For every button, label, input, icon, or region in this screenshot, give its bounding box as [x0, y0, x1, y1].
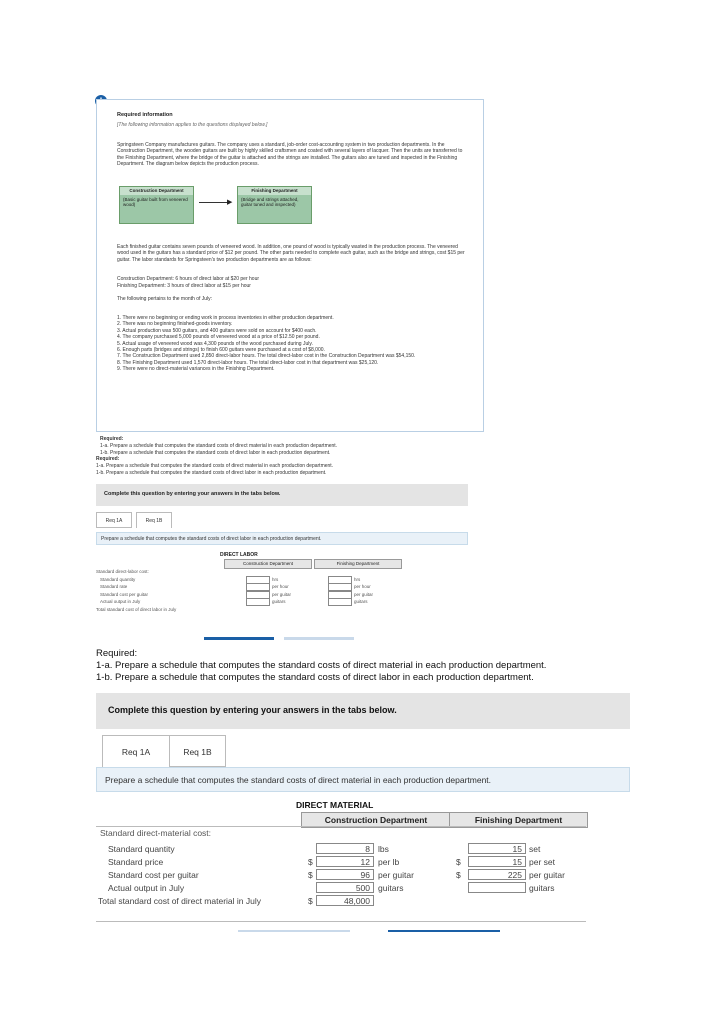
list-item: 9. There were no direct-material variances in the Finishing Department. [117, 366, 275, 373]
finishing-department-desc: (Bridge and strings attached, guitar tuned and inspected) [241, 196, 299, 207]
info-title: Required information [117, 112, 173, 118]
row-label-standard-price: Standard price [108, 857, 164, 867]
table-row [96, 606, 406, 614]
ghost-next-button[interactable] [284, 637, 354, 640]
unit-label: guitars [378, 883, 404, 893]
direct-material-table [96, 798, 586, 922]
ghost-col-finishing: Finishing Department [314, 559, 402, 569]
table-row [96, 568, 406, 576]
requirement-1a: 1-a. Prepare a schedule that computes the standard costs of direct material in each production department. [100, 443, 338, 449]
construction-actual-output-input[interactable]: 500 [316, 882, 374, 893]
list-item: 4. The company purchased 5,000 pounds of veneered wood at a price of $12.50 per pound. [117, 334, 320, 341]
construction-total-cost-input[interactable]: 48,000 [316, 895, 374, 906]
table-row [96, 576, 406, 584]
july-intro: The following pertains to the month of July: [117, 296, 213, 302]
construction-standard-price-input[interactable]: 12 [316, 856, 374, 867]
row-label: Standard direct-labor cost: [96, 569, 149, 574]
construction-department-desc: (Basic guitar built from veneered wood) [123, 196, 188, 207]
unit-label: per guitar [378, 870, 414, 880]
row-label-standard-quantity: Standard quantity [108, 844, 175, 854]
currency-cell: $ [456, 870, 461, 880]
requirement-1b-main: 1-b. Prepare a schedule that computes the standard costs of direct labor in each production department. [96, 672, 534, 683]
row-label: Standard rate [100, 584, 128, 589]
col-header-construction: Construction Department [301, 812, 451, 828]
complete-text: Complete this question by entering your answers in the tabs below. [108, 705, 397, 715]
requirement-1b: 1-b. Prepare a schedule that computes the standard costs of direct labor in each production department. [100, 450, 331, 456]
info-intro: Springsteen Company manufactures guitars. The company uses a standard, job-order cost-accounting system in two production departments. In the Construction Department, the wooden guitars are built by highly skilled craftsmen and coated with several layers of lacquer. Then the units are transferred to the Finishing Department, where the bridge of the guitar is attached and the strings are installed. The guitars also are tuned and inspected in the Finishing Department. The diagram below depicts the production process. [117, 142, 463, 168]
finishing-actual-output-input[interactable] [468, 882, 526, 893]
required-heading: Required: [100, 436, 124, 442]
unit-label: per hour [354, 584, 371, 589]
list-item: 3. Actual production was 500 guitars, and 400 guitars were sold on account for $400 each. [117, 327, 317, 334]
currency-cell: $ [308, 896, 313, 906]
next-button[interactable] [388, 930, 500, 932]
list-item: 1. There were no beginning or ending work in process inventories in either production department. [117, 315, 334, 321]
list-item: 2. There was no beginning finished-goods inventory. [117, 321, 233, 328]
construction-cost-per-guitar-input[interactable]: 96 [316, 869, 374, 880]
currency-cell: $ [308, 870, 313, 880]
requirement-1a-main: 1-a. Prepare a schedule that computes the standard costs of direct material in each production department. [96, 660, 547, 671]
finishing-standard-quantity-input[interactable]: 15 [468, 843, 526, 854]
table-row [96, 583, 406, 591]
table-row [96, 598, 406, 606]
july-facts-list [117, 315, 467, 373]
ghost-complete-text: Complete this question by entering your answers in the tabs below. [104, 491, 281, 497]
ghost-table-title: DIRECT LABOR [220, 552, 258, 558]
unit-label: per guitar [529, 870, 565, 880]
table-title: DIRECT MATERIAL [296, 800, 374, 810]
complete-banner [96, 693, 630, 729]
unit-label: guitars [529, 883, 555, 893]
labor-standard-finishing: Finishing Department: 3 hours of direct labor at $15 per hour [117, 283, 251, 289]
currency-cell: $ [308, 857, 313, 867]
unit-label: guitars [272, 599, 286, 604]
ghost-direct-labor-table [96, 551, 406, 613]
finishing-cost-per-guitar-input[interactable]: 225 [468, 869, 526, 880]
col-header-finishing: Finishing Department [449, 812, 588, 828]
ghost-requirement-1a: 1-a. Prepare a schedule that computes the standard costs of direct material in each production department. [96, 463, 334, 469]
ghost-complete-banner [96, 484, 468, 506]
required-information-panel [96, 99, 484, 432]
tab-req-1a[interactable]: Req 1A [102, 735, 170, 767]
unit-label: hrs [354, 576, 361, 582]
row-label-standard-cost-per-guitar: Standard cost per guitar [108, 870, 199, 880]
unit-label: per guitar [272, 591, 292, 597]
unit-label: per set [529, 857, 555, 867]
unit-label: set [529, 844, 541, 854]
required-heading-main: Required: [96, 648, 138, 659]
list-item: 8. The Finishing Department used 1,570 direct-labor hours. The total direct-labor cost in that department was $25,120. [117, 359, 379, 366]
finishing-department-title: Finishing Department [238, 187, 311, 195]
finishing-standard-price-input[interactable]: 15 [468, 856, 526, 867]
finishing-department-box [237, 186, 312, 224]
row-label-actual-output: Actual output in July [108, 883, 185, 893]
divider [96, 826, 586, 827]
unit-label: per guitar [354, 591, 374, 597]
construction-department-box [119, 186, 194, 224]
ghost-tab-req-1b[interactable]: Req 1B [136, 512, 172, 528]
instruction-bar [96, 767, 630, 792]
unit-label: per lb [378, 857, 400, 867]
info-subtitle: [The following information applies to the questions displayed below.] [117, 122, 268, 128]
unit-label: hrs [272, 576, 279, 582]
row-label: Standard quantity [100, 576, 136, 582]
instruction-text: Prepare a schedule that computes the standard costs of direct material in each production department. [105, 775, 492, 785]
unit-label: per hour [272, 584, 289, 589]
ghost-tab-req-1a[interactable]: Req 1A [96, 512, 132, 528]
ghost-instruction-text: Prepare a schedule that computes the standard costs of direct labor in each production department. [101, 536, 322, 542]
list-item: 5. Actual usage of veneered wood was 4,300 pounds of the wood purchased during July. [117, 340, 313, 347]
unit-label: lbs [378, 844, 389, 854]
section-label: Standard direct-material cost: [100, 828, 212, 838]
row-label: Standard cost per guitar [100, 591, 149, 597]
row-label: Actual output in July [100, 599, 141, 604]
construction-department-title: Construction Department [120, 187, 193, 195]
labor-standard-construction: Construction Department: 6 hours of direct labor at $20 per hour [117, 276, 260, 282]
ghost-requirement-1b: 1-b. Prepare a schedule that computes the standard costs of direct labor in each production department. [96, 470, 327, 476]
list-item: 7. The Construction Department used 2,850 direct-labor hours. The total direct-labor cost in the Construction Department was $54,150. [117, 353, 416, 360]
row-label-total-standard-cost: Total standard cost of direct material in July [98, 896, 261, 906]
prev-button[interactable] [238, 930, 350, 932]
list-item: 6. Enough parts (bridges and strings) to finish 600 guitars were purchased at a cost of $8,000. [117, 347, 325, 354]
arrow-line [199, 202, 229, 203]
unit-label: guitars [354, 599, 368, 604]
ghost-prev-button[interactable] [204, 637, 274, 640]
construction-standard-quantity-input[interactable]: 8 [316, 843, 374, 854]
row-label: Total standard cost of direct labor in July [96, 606, 177, 612]
info-paragraph-2: Each finished guitar contains seven pounds of veneered wood. In addition, one pound of wood is typically wasted in the production process. The veneered wood used in the guitars has a standard price of $12 per pound. The other parts needed to complete each guitar, such as the bridge and strings, cost $15 per guitar. The labor standards for Springsteen's two production departments are as follows: [117, 244, 465, 263]
arrow-right-icon: ▶ [227, 199, 233, 206]
ghost-instruction-bar [96, 532, 468, 545]
divider [96, 921, 586, 922]
table-row [96, 591, 406, 599]
tab-req-1b[interactable]: Req 1B [170, 735, 226, 767]
ghost-col-construction: Construction Department [224, 559, 312, 569]
ghost-required-heading: Required: [96, 456, 120, 462]
currency-cell: $ [456, 857, 461, 867]
